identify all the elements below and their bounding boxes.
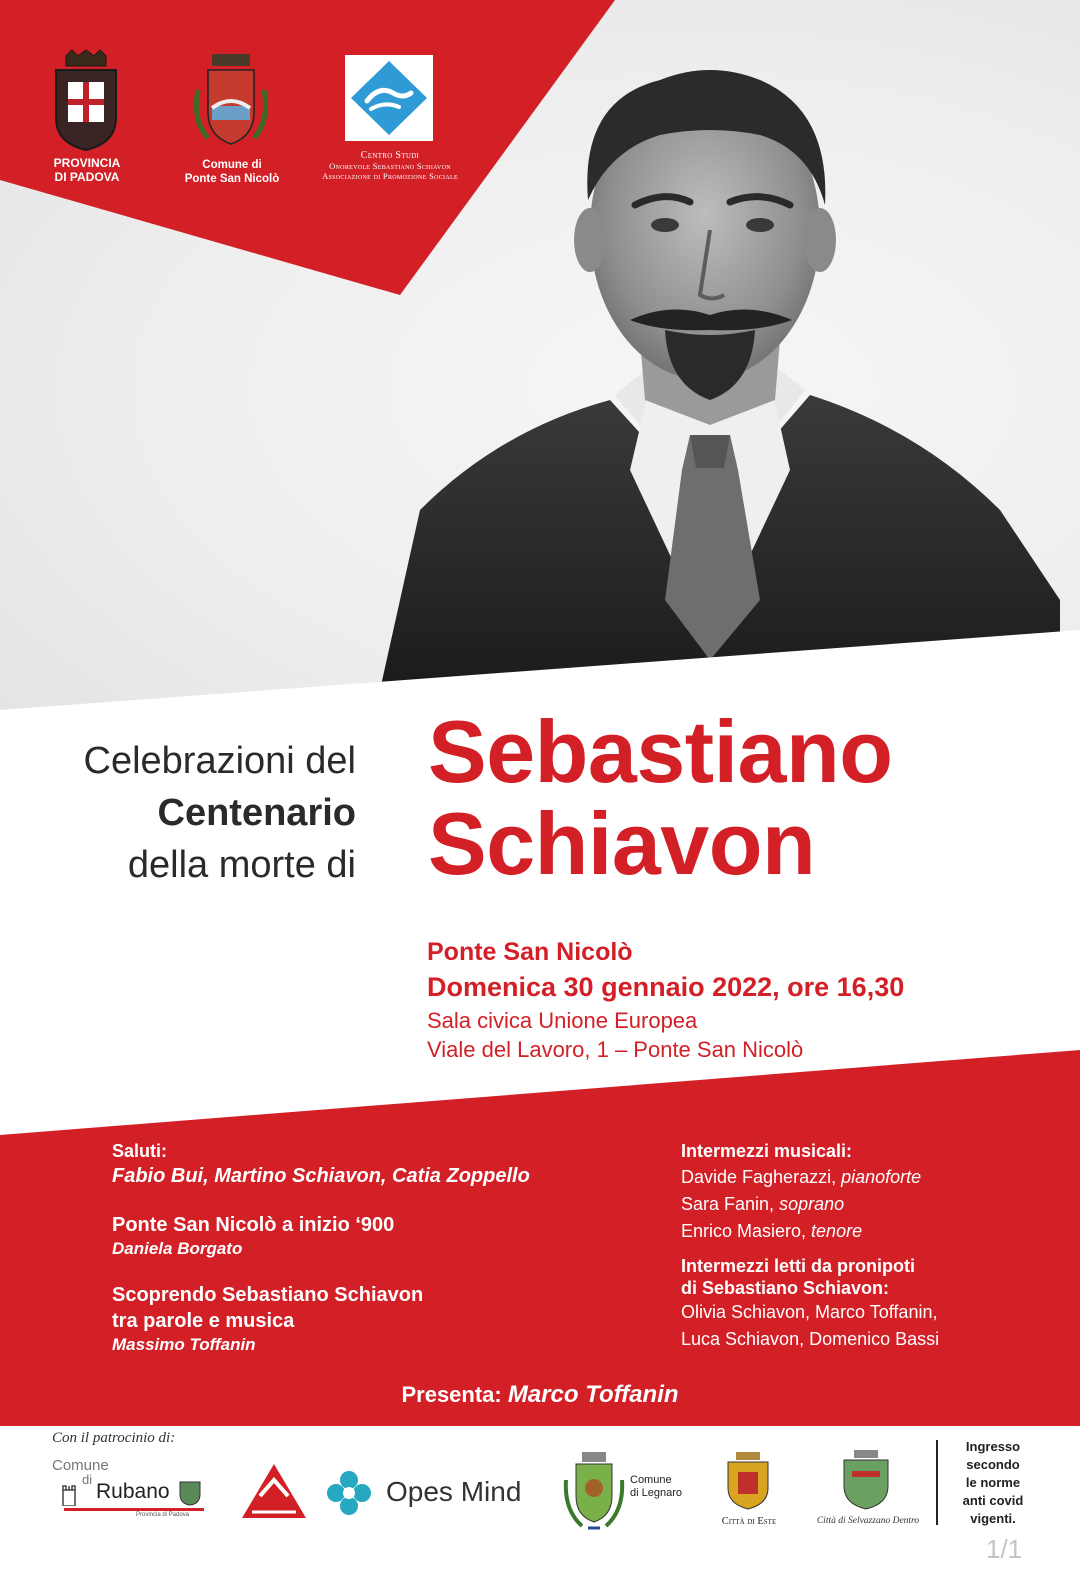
readers-line2: Luca Schiavon, Domenico Bassi [681,1329,940,1349]
saluti-names: Fabio Bui, Martino Schiavon, Catia Zoppello [112,1165,530,1187]
intro-line-2: Centenario [157,792,356,834]
covid-notice: Ingresso secondo le norme anti covid vigenti. [962,1439,1024,1526]
event-place: Ponte San Nicolò [427,938,633,966]
event-venue: Sala civica Unione Europea [427,1008,698,1033]
associazione-logo-icon [232,1452,316,1524]
centro-studi-logo-icon [345,55,433,141]
readers-line1: Olivia Schiavon, Marco Toffanin, [681,1302,938,1322]
ponte-san-nicolo-label: Comune di Ponte San Nicolò [184,159,280,185]
selvazzano-label: Città di Selvazzano Dentro [816,1516,920,1526]
provincia-padova-label: PROVINCIA DI PADOVA [53,156,121,184]
name-last: Schiavon [428,794,816,893]
event-info [427,936,904,1064]
este-label: Città di Este [721,1516,777,1527]
music-label: Intermezzi musicali: [681,1141,853,1161]
musician-row: Enrico Masiero, tenore [681,1221,863,1241]
sponsor-opes-mind [326,1470,546,1516]
name-first: Sebastiano [428,702,893,801]
program-left [112,1140,530,1356]
musician-row: Davide Fagherazzi, pianoforte [681,1167,922,1187]
page-indicator: 1/1 [986,1534,1023,1564]
centro-studi-label: Centro Studi Onorevole Sebastiano Schiavon Associazione di Promozione Sociale [322,150,458,181]
honoree-name [428,702,893,893]
readers-label-line1: Intermezzi letti da pronipoti [681,1256,916,1276]
rubano-crest-icon [178,1478,202,1506]
sponsor-selvazzano [806,1450,930,1532]
opes-mind-icon [326,1470,372,1516]
tower-icon [60,1484,78,1506]
legnaro-label: Comune di Legnaro [630,1474,682,1499]
talk1-title: Ponte San Nicolò a inizio ‘900 [112,1214,395,1236]
musician-row: Sara Fanin, soprano [681,1194,845,1214]
talk2-title-line1: Scoprendo Sebastiano Schiavon [112,1284,424,1306]
headline-intro [84,735,357,891]
presenter [0,1381,1080,1409]
program-right [681,1140,939,1353]
event-date-time: Domenica 30 gennaio 2022, ore 16,30 [427,972,905,1002]
sponsor-este [706,1452,792,1532]
sponsor-legnaro [562,1450,702,1532]
saluti-label: Saluti: [112,1141,168,1161]
sponsor-rubano: Comune di Rubano Provincia di Padova [52,1456,212,1526]
event-address: Viale del Lavoro, 1 – Ponte San Nicolò [427,1037,804,1062]
legnaro-crest-icon [562,1450,626,1532]
talk1-speaker: Daniela Borgato [112,1239,243,1258]
provincia-padova-crest-icon [50,48,122,152]
talk2-title-line2: tra parole e musica [112,1310,295,1332]
ponte-san-nicolo-crest-icon [188,50,274,150]
este-crest-icon [724,1452,772,1510]
presenter-label: Presenta: [401,1382,508,1407]
intro-line-3: della morte di [127,844,356,886]
opes-mind-label: Opes Mind [386,1476,522,1507]
intro-line-1: Celebrazioni del [83,740,356,782]
selvazzano-crest-icon [840,1450,892,1510]
patronage-label: Con il patrocinio di: [52,1430,176,1446]
presenter-name: Marco Toffanin [507,1381,679,1408]
footer-divider [936,1440,938,1525]
readers-label-line2: di Sebastiano Schiavon: [681,1278,890,1298]
talk2-speaker: Massimo Toffanin [112,1335,256,1354]
